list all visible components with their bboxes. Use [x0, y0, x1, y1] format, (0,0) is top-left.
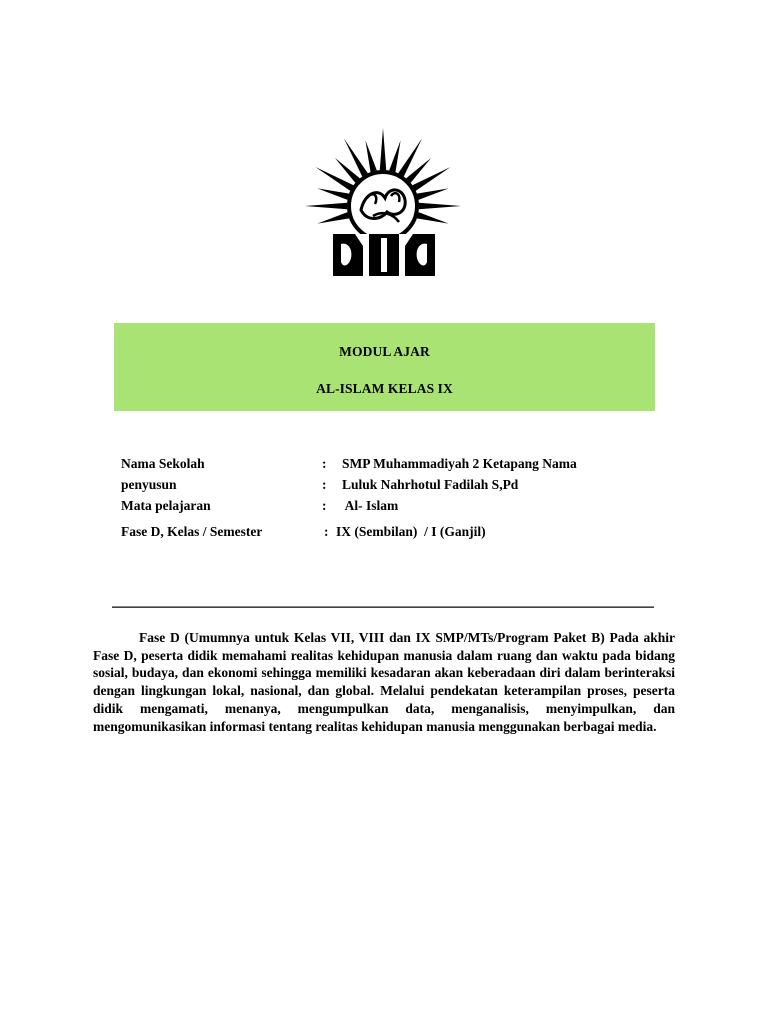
sun-ray [380, 128, 386, 170]
info-separator: : [322, 477, 327, 492]
muhammadiyah-logo [303, 126, 465, 292]
info-label: Nama Sekolah [121, 456, 205, 471]
phase-description-paragraph: Fase D (Umumnya untuk Kelas VII, VIII dan IX SMP/MTs/Program Paket B) Pada akhir Fase D, peserta didik memahami realitas kehidupan manusia dalam ruang dan waktu pada bidang sosial, budaya, dan ekonomi sehingga memiliki kesadaran akan keberadaan diri dalam berinteraksi dengan lingkungan lokal, nasional, dan global. Melalui pendekatan keterampilan proses, peserta didik mengamati, menanya, mengumpulkan data, menganalisis, menyimpulkan, dan mengomunikasikan informasi tentang realitas kehidupan manusia menggunakan berbagai media. [93, 630, 675, 734]
info-label: Fase D, Kelas / Semester [121, 524, 263, 539]
info-label: penyusun [121, 477, 177, 492]
sun-emblem-icon [303, 126, 465, 292]
info-separator: : [322, 456, 327, 471]
sun-ray [365, 140, 376, 172]
info-label: Mata pelajaran [121, 498, 211, 513]
horizontal-divider [112, 606, 654, 608]
sun-ray [417, 212, 449, 223]
sun-ray [317, 188, 349, 199]
info-value: SMP Muhammadiyah 2 Ketapang Nama [342, 456, 577, 471]
document-title: MODUL AJAR [339, 344, 430, 359]
info-separator: : [322, 498, 327, 513]
info-value: Al- Islam [342, 498, 399, 513]
sun-ray [305, 203, 347, 209]
info-value: Luluk Nahrhotul Fadilah S,Pd [342, 477, 519, 492]
sun-ray [419, 203, 461, 209]
sun-ray [389, 140, 400, 172]
sun-ray [417, 188, 449, 199]
sun-ray [317, 212, 349, 223]
info-separator: : [324, 524, 329, 539]
title-banner [114, 323, 655, 411]
document-subtitle: AL-ISLAM KELAS IX [316, 381, 453, 396]
info-value: IX (Sembilan) / I (Ganjil) [336, 524, 486, 539]
